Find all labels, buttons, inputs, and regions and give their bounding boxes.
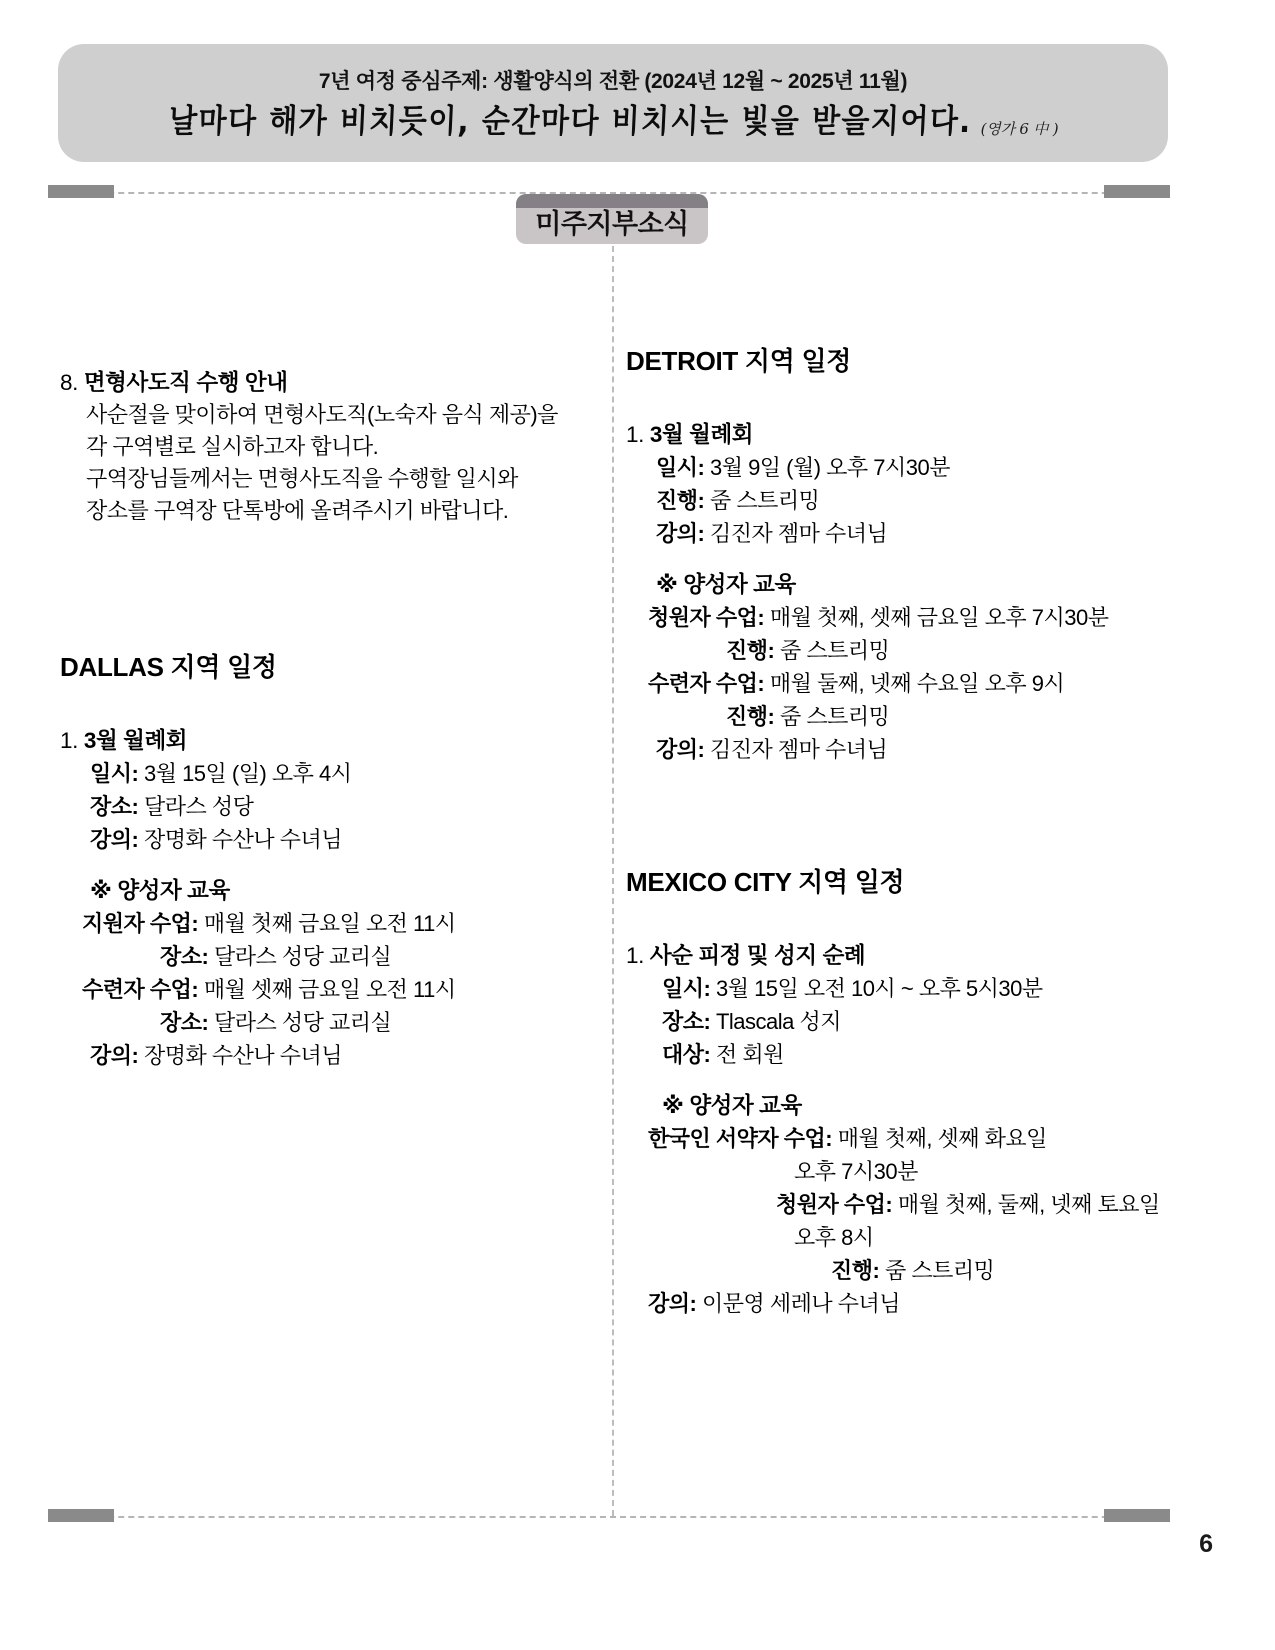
detail-key: 강의: xyxy=(90,827,139,852)
mexico-city-training-row xyxy=(626,1221,1186,1254)
detroit-training-row xyxy=(626,667,1186,700)
training-value: 매월 첫째, 둘째, 넷째 토요일 xyxy=(897,1192,1160,1217)
left-column xyxy=(60,246,600,1072)
detroit-item-title: 3월 월례회 xyxy=(649,422,754,447)
mexico-city-training-row xyxy=(626,1254,1186,1287)
training-key: 강의: xyxy=(648,1291,697,1316)
theme-banner xyxy=(58,44,1168,162)
mexico-city-training-row xyxy=(626,1155,1186,1188)
training-value: 이문영 세레나 수녀님 xyxy=(701,1291,900,1316)
spacer xyxy=(626,766,1186,862)
mexico-city-item-number: 1. xyxy=(626,943,644,968)
detroit-training-row xyxy=(626,634,1186,667)
training-value: 오후 8시 xyxy=(794,1225,874,1250)
detail-value: 달라스 성당 xyxy=(143,794,254,819)
detail-key: 장소: xyxy=(90,794,139,819)
training-key: 수련자 수업: xyxy=(648,671,765,696)
section-badge xyxy=(516,194,708,244)
training-value: 매월 셋째 금요일 오전 11시 xyxy=(203,977,456,1002)
dallas-item-title: 3월 월례회 xyxy=(83,728,188,753)
dallas-region-title: DALLAS 지역 일정 xyxy=(60,652,277,682)
training-key: 진행: xyxy=(831,1258,880,1283)
spacer xyxy=(60,684,600,724)
training-value: 오후 7시30분 xyxy=(794,1159,918,1184)
mexico-city-training-row xyxy=(626,1122,1186,1155)
dallas-detail-row xyxy=(60,790,600,823)
dallas-detail-row xyxy=(60,757,600,790)
detroit-region-title: DETROIT 지역 일정 xyxy=(626,346,852,376)
section-badge-label: 미주지부소식 xyxy=(535,209,689,239)
spacer xyxy=(626,899,1186,939)
mexico-city-item-title: 사순 피정 및 성지 순례 xyxy=(649,943,866,968)
notice-heading xyxy=(60,366,600,399)
detroit-training-row xyxy=(626,733,1186,766)
right-column xyxy=(626,246,1186,1320)
verse-text: 날마다 해가 비치듯이, 순간마다 비치시는 빛을 받을지어다. xyxy=(167,101,973,140)
verse-row xyxy=(168,101,1059,142)
spacer xyxy=(626,1071,1186,1089)
dallas-training-row xyxy=(60,940,600,973)
notice-line: 장소를 구역장 단톡방에 올려주시기 바랍니다. xyxy=(86,498,509,523)
dallas-training-row xyxy=(60,1039,600,1072)
dallas-training-heading: ※ 양성자 교육 xyxy=(90,878,230,903)
detail-value: 3월 15일 (일) 오후 4시 xyxy=(143,761,352,786)
corner-tick-bottom-left xyxy=(48,1509,114,1522)
detroit-training-heading: ※ 양성자 교육 xyxy=(656,572,796,597)
theme-line: 7년 여정 중심주제: 생활양식의 전환 (2024년 12월 ~ 2025년 11월) xyxy=(318,69,908,93)
detroit-detail-row xyxy=(626,517,1186,550)
mexico-city-training-heading: ※ 양성자 교육 xyxy=(662,1093,802,1118)
detroit-training-row xyxy=(626,601,1186,634)
detail-value: 김진자 젬마 수녀님 xyxy=(709,521,888,546)
dallas-item-number: 1. xyxy=(60,728,78,753)
training-value: 매월 둘째, 넷째 수요일 오후 9시 xyxy=(769,671,1065,696)
mexico-city-region-title: MEXICO CITY 지역 일정 xyxy=(626,867,905,897)
dallas-training-row xyxy=(60,907,600,940)
mexico-city-item-heading xyxy=(626,939,1186,972)
detail-key: 일시: xyxy=(90,761,139,786)
training-key: 장소: xyxy=(160,1010,209,1035)
detail-key: 일시: xyxy=(662,976,711,1001)
detail-key: 진행: xyxy=(656,488,705,513)
corner-tick-top-right xyxy=(1104,185,1170,198)
training-key: 청원자 수업: xyxy=(648,605,765,630)
training-key: 장소: xyxy=(160,944,209,969)
bottom-dashed-rule xyxy=(58,1516,1168,1518)
training-value: 김진자 젬마 수녀님 xyxy=(709,737,888,762)
corner-tick-top-left xyxy=(48,185,114,198)
detail-value: 3월 15일 오전 10시 ~ 오후 5시30분 xyxy=(715,976,1043,1001)
detail-value: 3월 9일 (월) 오후 7시30분 xyxy=(709,455,951,480)
spacer xyxy=(60,856,600,874)
detail-key: 대상: xyxy=(662,1042,711,1067)
training-value: 매월 첫째, 셋째 금요일 오후 7시30분 xyxy=(769,605,1109,630)
notice-line: 구역장님들께서는 면형사도직을 수행할 일시와 xyxy=(86,466,518,491)
detroit-training-row xyxy=(626,700,1186,733)
detail-value: Tlascala 성지 xyxy=(715,1009,842,1034)
training-value: 줌 스트리밍 xyxy=(779,638,890,663)
training-key: 한국인 서약자 수업: xyxy=(648,1126,833,1151)
corner-tick-bottom-right xyxy=(1104,1509,1170,1522)
column-divider xyxy=(612,246,614,1516)
verse-reference: (영가 6 中 ) xyxy=(980,119,1059,138)
training-key: 진행: xyxy=(726,704,775,729)
detroit-block xyxy=(626,341,1186,766)
detroit-detail-row xyxy=(626,484,1186,517)
notice-title: 면형사도직 수행 안내 xyxy=(83,370,288,395)
spacer xyxy=(626,550,1186,568)
training-key: 강의: xyxy=(656,737,705,762)
training-value: 매월 첫째 금요일 오전 11시 xyxy=(203,911,456,936)
detail-key: 일시: xyxy=(656,455,705,480)
detail-key: 강의: xyxy=(656,521,705,546)
mexico-city-training-row xyxy=(626,1287,1186,1320)
page-number: 6 xyxy=(1199,1530,1213,1558)
mexico-city-detail-row xyxy=(626,972,1186,1005)
dallas-block xyxy=(60,647,600,1072)
training-value: 줌 스트리밍 xyxy=(884,1258,995,1283)
detroit-item-number: 1. xyxy=(626,422,644,447)
dallas-training-row xyxy=(60,973,600,1006)
notice-number: 8. xyxy=(60,370,78,395)
dallas-item-heading xyxy=(60,724,600,757)
detail-value: 전 회원 xyxy=(715,1042,784,1067)
training-key: 수련자 수업: xyxy=(82,977,199,1002)
detail-value: 줌 스트리밍 xyxy=(709,488,820,513)
detroit-detail-row xyxy=(626,451,1186,484)
dallas-detail-row xyxy=(60,823,600,856)
detail-value: 장명화 수산나 수녀님 xyxy=(143,827,342,852)
training-value: 달라스 성당 교리실 xyxy=(213,1010,392,1035)
mexico-city-block xyxy=(626,862,1186,1320)
mexico-city-detail-row xyxy=(626,1038,1186,1071)
spacer xyxy=(626,378,1186,418)
mexico-city-detail-row xyxy=(626,1005,1186,1038)
training-key: 청원자 수업: xyxy=(776,1192,893,1217)
notice-line: 사순절을 맞이하여 면형사도직(노숙자 음식 제공)을 xyxy=(86,402,558,427)
training-key: 지원자 수업: xyxy=(82,911,199,936)
spacer xyxy=(60,527,600,647)
dallas-training-row xyxy=(60,1006,600,1039)
training-key: 강의: xyxy=(90,1043,139,1068)
mexico-city-training-row xyxy=(626,1188,1186,1221)
training-value: 장명화 수산나 수녀님 xyxy=(143,1043,342,1068)
training-value: 줌 스트리밍 xyxy=(779,704,890,729)
notice-line: 각 구역별로 실시하고자 합니다. xyxy=(86,434,379,459)
detroit-item-heading xyxy=(626,418,1186,451)
training-value: 매월 첫째, 셋째 화요일 xyxy=(837,1126,1047,1151)
training-value: 달라스 성당 교리실 xyxy=(213,944,392,969)
notice-block xyxy=(60,366,600,527)
training-key: 진행: xyxy=(726,638,775,663)
detail-key: 장소: xyxy=(662,1009,711,1034)
